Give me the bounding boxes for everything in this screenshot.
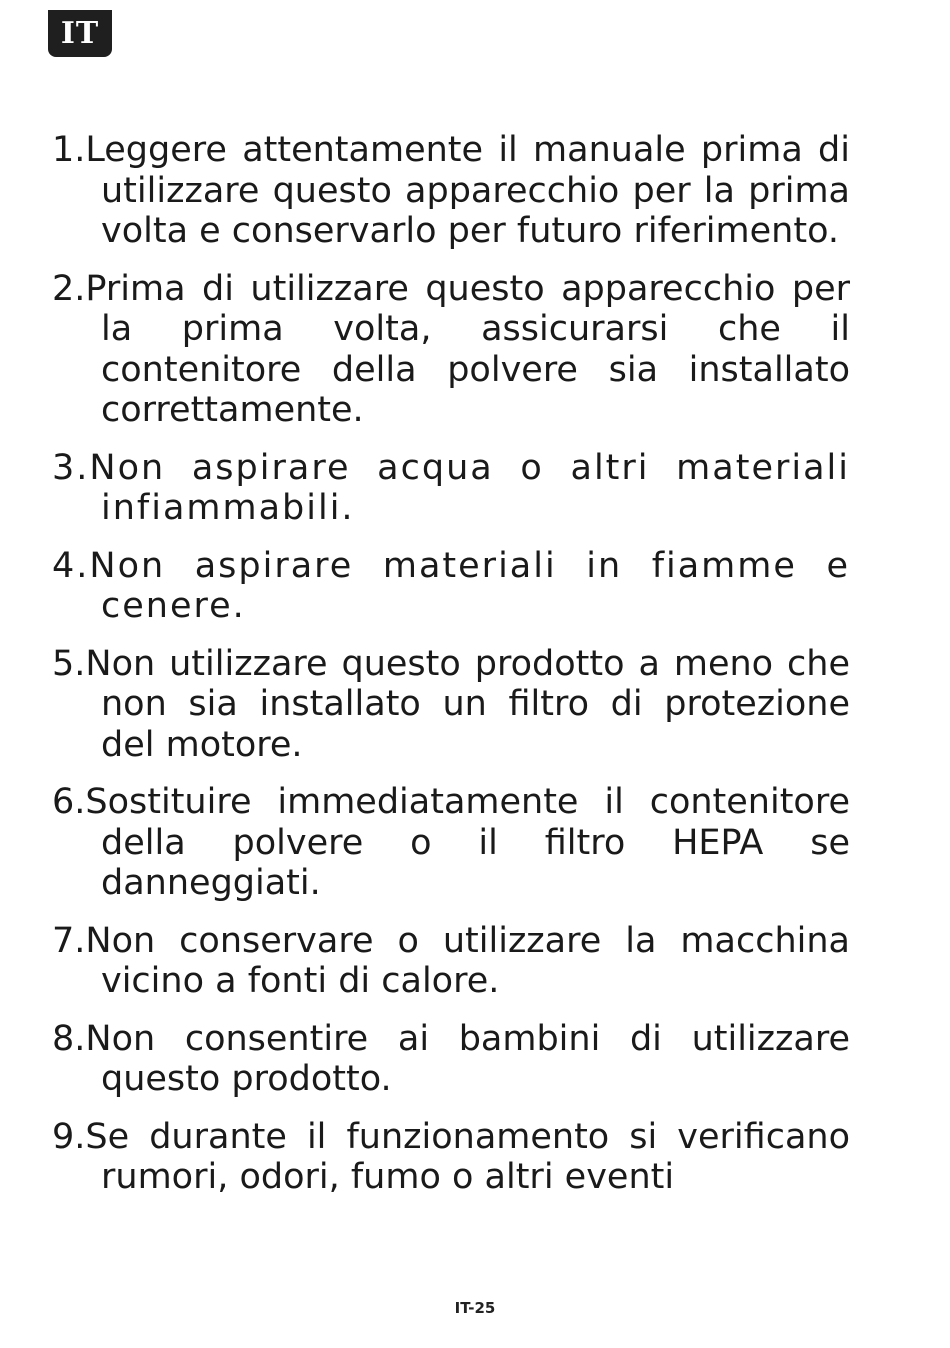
page-number: IT-25 bbox=[454, 1299, 496, 1317]
instruction-item: 7.Non conservare o utilizzare la macchina vicino a fonti di calore. bbox=[52, 920, 850, 1001]
instruction-item: 9.Se durante il funzionamento si verificano rumori, odori, fumo o altri eventi bbox=[52, 1116, 850, 1197]
instruction-item: 4.Non aspirare materiali in fiamme e cenere. bbox=[52, 545, 850, 626]
instruction-item: 5.Non utilizzare questo prodotto a meno che non sia installato un filtro di protezione del motore. bbox=[52, 643, 850, 765]
safety-instructions-list bbox=[52, 130, 850, 1215]
language-badge: IT bbox=[48, 10, 112, 57]
instruction-item: 6.Sostituire immediatamente il contenitore della polvere o il filtro HEPA se danneggiati. bbox=[52, 782, 850, 903]
instruction-item: 3.Non aspirare acqua o altri materiali infiammabili. bbox=[52, 447, 850, 528]
instruction-item: 8.Non consentire ai bambini di utilizzare questo prodotto. bbox=[52, 1018, 850, 1099]
instruction-item: 1.Leggere attentamente il manuale prima di utilizzare questo apparecchio per la prima volta e conservarlo per futuro riferimento. bbox=[52, 130, 850, 251]
instruction-item: 2.Prima di utilizzare questo apparecchio per la prima volta, assicurarsi che il contenitore della polvere sia installato correttamente. bbox=[52, 268, 850, 430]
